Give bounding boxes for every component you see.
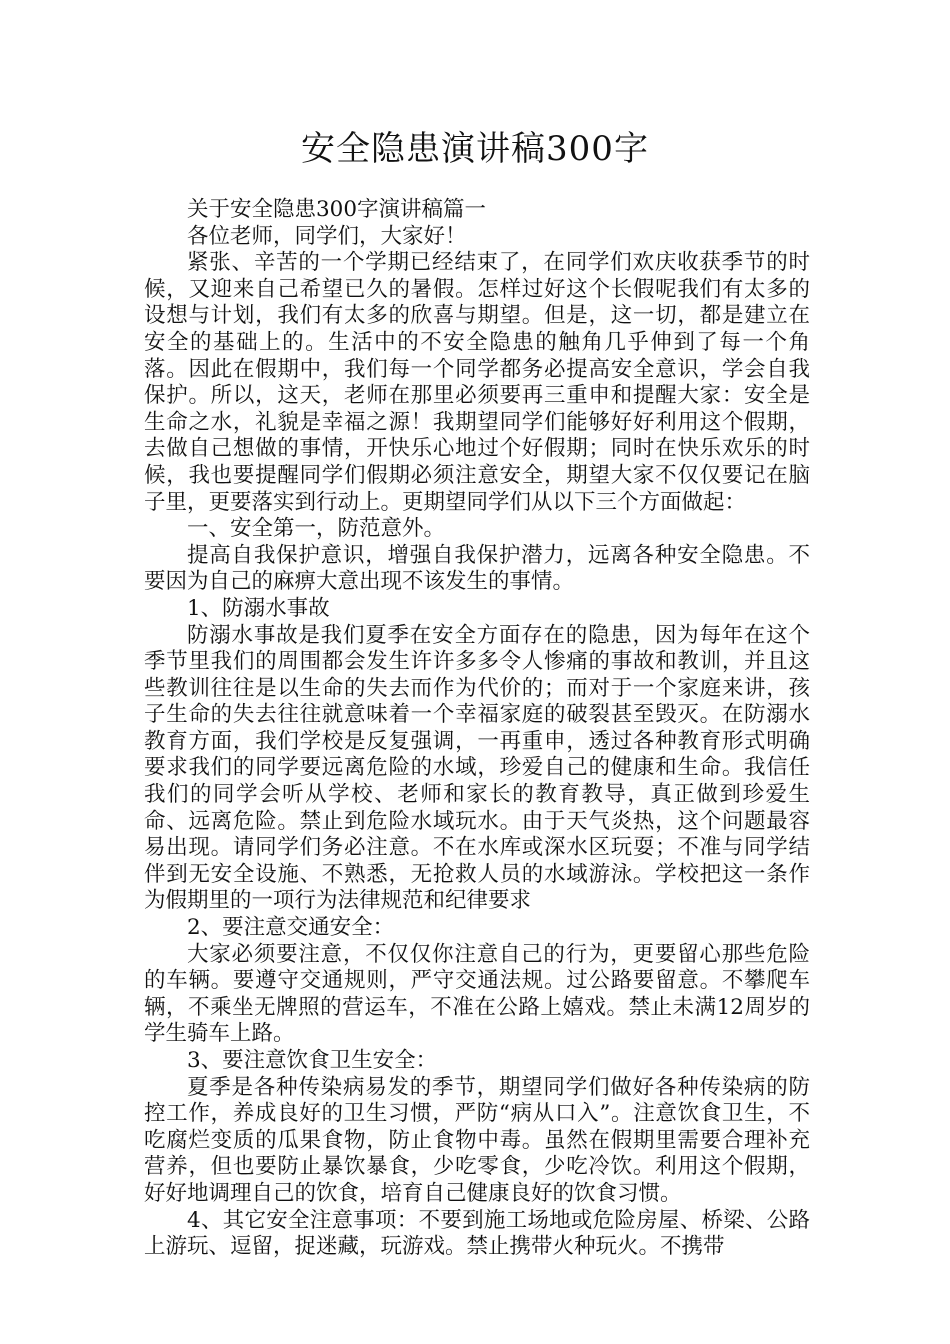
paragraph-greeting: 各位老师，同学们，大家好！	[187, 223, 467, 249]
section-heading-safety-first: 一、安全第一，防范意外。	[187, 516, 446, 542]
paragraph-self-protection: 提高自我保护意识，增强自我保护潜力，远离各种安全隐患。不要因为自己的麻痹大意出现不该发生的事情。	[144, 542, 810, 595]
paragraph-drowning: 防溺水事故是我们夏季在安全方面存在的隐患，因为每年在这个季节里我们的周围都会发生许许多多令人惨痛的事故和教训，并且这些教训往往是以生命的失去而作为代价的；而对于一个家庭来讲，孩子生命的失去往往就意味着一个幸福家庭的破裂甚至毁灭。在防溺水教育方面，我们学校是反复强调，一再重申，透过各种教育形式明确要求我们的同学要远离危险的水域，珍爱自己的健康和生命。我信任我们的同学会听从学校、老师和家长的教育教导，真正做到珍爱生命、远离危险。禁止到危险水域玩水。由于天气炎热，这个问题最容易出现。请同学们务必注意。不在水库或深水区玩耍；不准与同学结伴到无安全设施、不熟悉，无抢救人员的水域游泳。学校把这一条作为假期里的一项行为法律规范和纪律要求	[144, 622, 810, 914]
subheading-drowning: 1、防溺水事故	[187, 595, 330, 621]
document-body	[144, 197, 810, 1261]
subheading-traffic: 2、要注意交通安全：	[187, 915, 395, 941]
paragraph-subtitle: 关于安全隐患300字演讲稿篇一	[187, 197, 487, 222]
paragraph-traffic: 大家必须要注意，不仅仅你注意自己的行为，更要留心那些危险的车辆。要遵守交通规则，严守交通法规。过公路要留意。不攀爬车辆，不乘坐无牌照的营运车，不准在公路上嬉戏。禁止未满12周岁的学生骑车上路。	[144, 941, 810, 1047]
document-title: 安全隐患演讲稿300字	[301, 129, 649, 169]
paragraph-intro: 紧张、辛苦的一个学期已经结束了，在同学们欢庆收获季节的时候，又迎来自己希望已久的暑假。怎样过好这个长假呢我们有太多的设想与计划，我们有太多的欣喜与期望。但是，这一切，都是建立在安全的基础上的。生活中的不安全隐患的触角几乎伸到了每一个角落。因此在假期中，我们每一个同学都务必提高安全意识，学会自我保护。所以，这天，老师在那里必须要再三重申和提醒大家：安全是生命之水，礼貌是幸福之源！我期望同学们能够好好利用这个假期，去做自己想做的事情，开快乐心地过个好假期；同时在快乐欢乐的时候，我也要提醒同学们假期必须注意安全，期望大家不仅仅要记在脑子里，更要落实到行动上。更期望同学们从以下三个方面做起：	[144, 250, 810, 515]
paragraph-other-safety: 4、其它安全注意事项：不要到施工场地或危险房屋、桥梁、公路上游玩、逗留，捉迷藏，玩游戏。禁止携带火种玩火。不携带	[144, 1207, 810, 1260]
subheading-food: 3、要注意饮食卫生安全：	[187, 1048, 438, 1073]
paragraph-food: 夏季是各种传染病易发的季节，期望同学们做好各种传染病的防控工作，养成良好的卫生习惯，严防“病从口入”。注意饮食卫生，不吃腐烂变质的瓜果食物，防止食物中毒。虽然在假期里需要合理补充营养，但也要防止暴饮暴食，少吃零食，少吃冷饮。利用这个假期，好好地调理自己的饮食，培育自己健康良好的饮食习惯。	[144, 1074, 810, 1206]
